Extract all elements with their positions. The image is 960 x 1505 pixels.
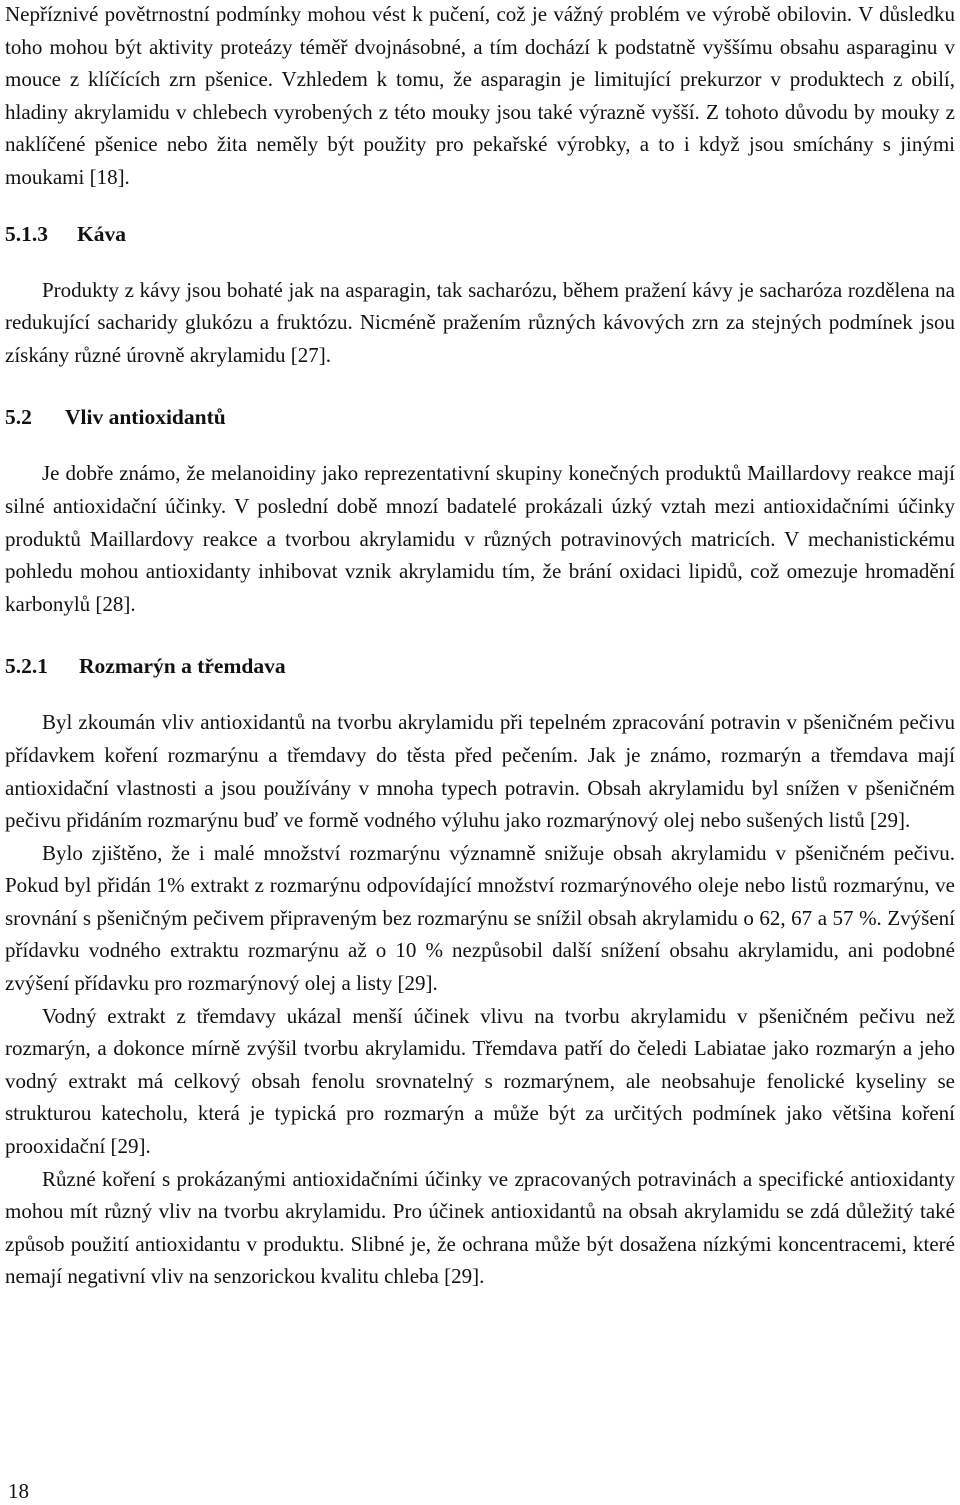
heading-title: Vliv antioxidantů: [65, 405, 226, 430]
heading-5-2-1: [5, 650, 955, 682]
paragraph-spices: Různé koření s prokázanými antioxidačními účinky ve zpracovaných potravinách a specifické antioxidanty mohou mít různý vliv na tvorbu akrylamidu. Pro účinek antioxidantů na obsah akrylamidu se zdá důležitý také způsob použití antioxidantu v produktu. Slibné je, že ochrana může být dosažena nízkými koncentracemi, které nemají negativní vliv na senzorickou kvalitu chleba [29].: [5, 1166, 955, 1289]
paragraph-sprouted-grain: Nepříznivé povětrnostní podmínky mohou vést k pučení, což je vážný problém ve výrobě obilovin. V důsledku toho mohou být aktivity proteázy téměř dvojnásobné, a tím dochází k podstatně vyššímu obsahu asparaginu v mouce z klíčících zrn pšenice. Vzhledem k tomu, že asparagin je limitující prekurzor v produktech z obilí, hladiny akrylamidu v chlebech vyrobených z této mouky jsou také výrazně vyšší. Z tohoto důvodu by mouky z naklíčené pšenice nebo žita neměly být použity pro pekařské výrobky, a to i když jsou smíchány s jinými moukami [18].: [5, 2, 955, 189]
heading-number: 5.1.3: [5, 221, 48, 246]
paragraph-sage: Vodný extrakt z třemdavy ukázal menší účinek vlivu na tvorbu akrylamidu v pšeničném pečivu než rozmarýn, a dokonce mírně zvýšil tvorbu akrylamidu. Třemdava patří do čeledi Labiatae jako rozmarýn a jeho vodný extrakt má celkový obsah fenolu srovnatelný s rozmarýnem, ale neobsahuje fenolické kyseliny se strukturou katecholu, která je typická pro rozmarýn a může být za určitých podmínek jako většina koření prooxidační [29].: [5, 1003, 955, 1159]
page-number: 18: [8, 1479, 29, 1503]
heading-number: 5.2.1: [5, 654, 48, 679]
heading-5-1-3: [5, 218, 955, 250]
paragraph-antioxidants: Je dobře známo, že melanoidiny jako reprezentativní skupiny konečných produktů Maillardovy reakce mají silné antioxidační účinky. V poslední době mnozí badatelé prokázali úzký vztah mezi antioxidačními účinky produktů Maillardovy reakce a tvorbou akrylamidu v různých potravinových matricích. V mechanistickému pohledu mohou antioxidanty inhibovat vznik akrylamidu tím, že brání oxidaci lipidů, což omezuje hromadění karbonylů [28].: [5, 461, 955, 616]
document-page: [5, 0, 955, 1293]
heading-title: Káva: [77, 221, 126, 246]
paragraph-coffee: Produkty z kávy jsou bohaté jak na asparagin, tak sacharózu, během pražení kávy je sacharóza rozdělena na redukující sacharidy glukózu a fruktózu. Nicméně pražením různých kávových zrn za stejných podmínek jsou získány různé úrovně akrylamidu [27].: [5, 277, 955, 367]
paragraph-rosemary-study: Byl zkoumán vliv antioxidantů na tvorbu akrylamidu při tepelném zpracování potravin v pšeničném pečivu přídavkem koření rozmarýnu a třemdavy do těsta před pečením. Jak je známo, rozmarýn a třemdava mají antioxidační vlastnosti a jsou používány v mnoha typech potravin. Obsah akrylamidu byl snížen v pšeničném pečivu přidáním rozmarýnu buď ve formě vodného výluhu jako rozmarýnový olej nebo sušených listů [29].: [5, 710, 955, 833]
paragraph-rosemary-results: Bylo zjištěno, že i malé množství rozmarýnu významně snižuje obsah akrylamidu v pšeničném pečivu. Pokud byl přidán 1% extrakt z rozmarýnu odpovídající množství rozmarýnového oleje nebo listů rozmarýnu, ve srovnání s pšeničným pečivem připraveným bez rozmarýnu se snížil obsah akrylamidu o 62, 67 a 57 %. Zvýšení přídavku vodného extraktu rozmarýnu až o 10 % nezpůsobil další snížení obsahu akrylamidu, ani podobné zvýšení přídavku pro rozmarýnový olej a listy [29].: [5, 840, 955, 996]
heading-number: 5.2: [5, 405, 32, 430]
heading-title: Rozmarýn a třemdava: [79, 654, 286, 679]
heading-5-2: [5, 401, 955, 433]
